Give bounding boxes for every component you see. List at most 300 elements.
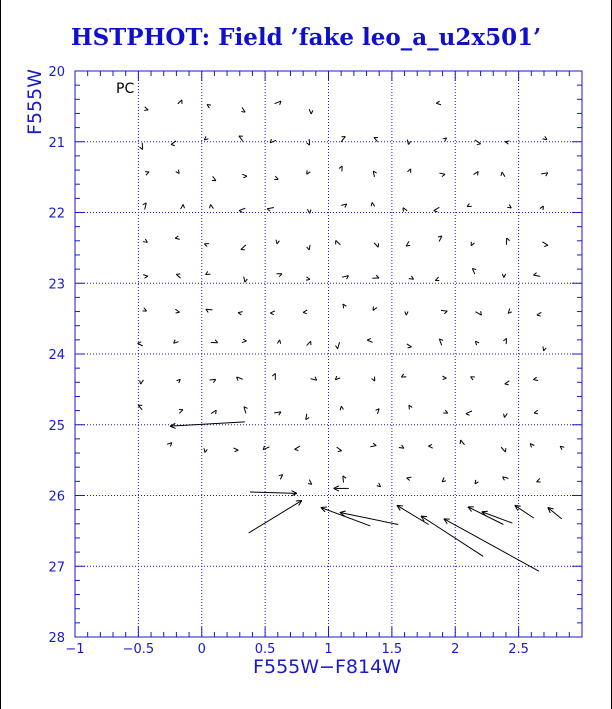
arrow-head xyxy=(216,410,217,414)
arrow-vector xyxy=(311,377,317,381)
arrow-head xyxy=(371,202,372,206)
arrow-shaft xyxy=(178,100,182,104)
arrow-shaft xyxy=(303,310,307,312)
arrow-vector xyxy=(373,171,376,177)
arrow-shaft xyxy=(421,516,483,556)
arrow-head xyxy=(443,378,447,380)
arrow-head xyxy=(295,449,299,450)
arrow-vector xyxy=(373,306,377,310)
arrow-vector xyxy=(143,308,147,311)
arrow-head xyxy=(544,245,548,246)
arrow-vector xyxy=(144,107,148,111)
arrow-vector xyxy=(435,277,439,281)
arrow-vector xyxy=(211,340,218,343)
arrow-head xyxy=(311,110,313,114)
arrow-vector xyxy=(502,274,505,278)
arrow-vector xyxy=(238,312,243,315)
arrow-shaft xyxy=(407,139,408,144)
arrow-vector xyxy=(530,444,534,448)
arrow-head xyxy=(280,340,281,344)
arrow-shaft xyxy=(270,311,275,313)
x-tick-label: 2.5 xyxy=(508,642,529,657)
arrow-head xyxy=(434,211,438,212)
arrow-vector xyxy=(307,209,311,213)
arrow-shaft xyxy=(534,410,538,413)
arrow-vector xyxy=(167,443,172,447)
arrow-shaft xyxy=(374,243,378,248)
arrow-shaft xyxy=(537,478,540,481)
arrow-vector xyxy=(204,136,208,140)
arrow-vector xyxy=(308,480,312,485)
arrow-shaft xyxy=(341,137,345,142)
arrow-head xyxy=(338,451,342,452)
arrow-vector xyxy=(543,136,547,139)
arrow-shaft xyxy=(337,447,342,451)
y-tick-label: 26 xyxy=(48,489,65,505)
arrow-vector xyxy=(508,309,512,314)
long-arrows xyxy=(170,422,562,571)
arrow-head xyxy=(428,445,432,447)
arrow-head xyxy=(235,450,239,452)
arrow-vector xyxy=(174,340,179,344)
arrow-head xyxy=(176,312,180,313)
arrow-vector xyxy=(175,236,180,239)
arrow-vector xyxy=(501,447,506,452)
y-axis-title: F555W xyxy=(24,69,46,135)
arrow-head xyxy=(171,145,175,146)
arrow-vector xyxy=(343,304,346,308)
arrow-shaft xyxy=(374,137,378,141)
arrow-vector xyxy=(239,136,243,141)
arrow-vector xyxy=(372,275,379,278)
arrow-vector xyxy=(438,236,442,242)
arrow-shaft xyxy=(501,447,505,452)
arrow-shaft xyxy=(370,446,376,447)
arrow-head xyxy=(340,511,346,512)
arrow-vector xyxy=(210,204,214,208)
arrow-vector xyxy=(140,380,144,384)
arrow-head xyxy=(175,236,178,238)
error-arrow xyxy=(548,508,562,519)
arrow-head xyxy=(477,144,481,145)
y-tick-label: 24 xyxy=(48,348,65,363)
arrow-vector xyxy=(442,478,446,482)
arrow-vector xyxy=(177,379,181,383)
arrow-vector xyxy=(428,445,432,449)
arrow-vector xyxy=(471,242,474,246)
arrow-vector xyxy=(377,483,381,487)
arrow-head xyxy=(170,426,176,428)
arrow-head xyxy=(205,449,207,452)
arrow-shaft xyxy=(249,500,302,533)
arrow-head xyxy=(238,313,241,315)
arrow-vector xyxy=(367,338,372,342)
arrow-shaft xyxy=(543,346,544,350)
arrow-vector xyxy=(540,206,543,210)
arrow-vector xyxy=(335,342,339,349)
arrow-head xyxy=(466,414,470,416)
arrow-shaft xyxy=(407,477,412,478)
arrow-shaft xyxy=(145,107,149,110)
arrow-head xyxy=(405,312,407,316)
arrow-head xyxy=(210,204,211,208)
arrow-vector xyxy=(339,166,342,171)
arrow-vector xyxy=(474,171,479,175)
arrow-vector xyxy=(505,381,510,385)
arrow-vector xyxy=(472,268,476,274)
y-tick-label: 23 xyxy=(48,277,65,293)
arrow-vector xyxy=(460,440,464,445)
arrow-vector xyxy=(408,169,411,173)
arrow-vector xyxy=(443,410,448,413)
arrow-vector xyxy=(175,309,179,313)
arrow-shaft xyxy=(176,274,180,278)
arrow-vector xyxy=(212,176,216,180)
arrow-vector xyxy=(337,447,342,451)
arrow-vector xyxy=(372,377,375,381)
arrow-vector xyxy=(277,340,280,344)
arrow-head xyxy=(460,440,461,444)
arrow-vector xyxy=(138,342,143,346)
panel-label: PC xyxy=(116,81,135,97)
arrow-vector xyxy=(537,312,541,316)
arrow-head xyxy=(504,414,505,418)
arrow-vector xyxy=(371,202,375,206)
arrow-vector xyxy=(501,172,505,177)
arrow-shaft xyxy=(181,204,184,209)
arrow-vector xyxy=(503,338,506,344)
arrow-vector xyxy=(475,311,481,315)
arrow-head xyxy=(367,338,371,340)
arrow-vector xyxy=(139,143,142,150)
arrow-vector xyxy=(276,240,279,244)
grid-lines xyxy=(75,71,582,637)
arrow-head xyxy=(397,505,403,506)
arrow-vector xyxy=(204,448,207,452)
arrow-vector xyxy=(407,139,410,144)
arrow-vector xyxy=(233,448,238,452)
arrow-vector xyxy=(241,245,246,250)
arrow-vector xyxy=(541,173,548,176)
arrow-shaft xyxy=(505,381,510,384)
arrow-shaft xyxy=(210,204,213,208)
arrow-vector xyxy=(341,137,345,142)
arrow-vector xyxy=(439,173,445,177)
arrow-vector xyxy=(475,140,481,145)
arrow-shaft xyxy=(533,380,538,381)
arrow-vector xyxy=(341,204,346,208)
arrow-shaft xyxy=(239,136,243,141)
arrow-vector xyxy=(533,273,540,277)
arrow-shaft xyxy=(436,103,441,104)
arrow-vector xyxy=(275,101,281,105)
arrow-vector xyxy=(467,203,472,206)
arrow-vector xyxy=(504,414,508,418)
arrow-vector xyxy=(263,446,269,450)
arrow-vector xyxy=(178,100,182,104)
arrow-head xyxy=(321,507,327,508)
x-tick-label: 1 xyxy=(324,642,333,657)
arrow-vector xyxy=(401,374,406,377)
arrow-vector xyxy=(407,344,412,348)
arrow-head xyxy=(544,348,547,351)
arrow-shaft xyxy=(502,172,505,177)
arrow-shaft xyxy=(295,446,300,449)
arrow-head xyxy=(408,347,412,348)
arrow-vector xyxy=(145,172,149,176)
arrow-vector xyxy=(475,480,478,484)
arrow-shaft xyxy=(307,341,311,345)
arrow-vector xyxy=(406,241,410,246)
arrow-shaft xyxy=(242,174,247,176)
arrow-shaft xyxy=(442,376,446,378)
arrow-vector xyxy=(143,239,147,242)
arrow-vector xyxy=(405,311,408,315)
x-tick-label: 2 xyxy=(451,642,460,657)
axes xyxy=(48,65,582,657)
arrow-vector xyxy=(237,377,243,381)
arrow-vector xyxy=(207,105,211,109)
arrow-vector xyxy=(466,411,472,415)
y-tick-label: 28 xyxy=(48,631,65,646)
error-arrow xyxy=(321,507,370,526)
arrow-vector xyxy=(441,310,447,313)
arrow-head xyxy=(335,346,337,349)
arrow-shaft xyxy=(242,341,246,342)
arrow-head xyxy=(303,312,307,313)
arrow-head xyxy=(310,210,311,214)
arrow-vector xyxy=(244,277,248,283)
arrow-head xyxy=(140,380,141,384)
arrow-vector xyxy=(309,109,313,114)
arrow-vector xyxy=(505,141,509,144)
arrow-head xyxy=(270,313,274,315)
y-tick-label: 27 xyxy=(48,560,65,576)
arrow-head xyxy=(138,342,142,343)
arrow-vector xyxy=(242,174,247,178)
arrow-shaft xyxy=(439,173,445,174)
arrow-head xyxy=(537,315,541,316)
arrow-vector xyxy=(242,339,246,342)
arrow-vector xyxy=(434,207,440,212)
arrow-vector xyxy=(503,477,509,481)
arrow-vector xyxy=(267,207,274,211)
arrow-head xyxy=(533,273,536,275)
arrow-head xyxy=(502,274,503,278)
arrow-vector xyxy=(206,309,213,312)
arrow-vector xyxy=(506,238,509,245)
arrow-shaft xyxy=(475,140,481,144)
error-arrow xyxy=(249,500,302,533)
arrow-vector xyxy=(295,446,300,450)
arrow-shaft xyxy=(309,109,311,114)
arrow-shaft xyxy=(170,422,245,426)
arrow-shaft xyxy=(444,519,539,571)
arrow-vector xyxy=(560,446,564,450)
arrow-vector xyxy=(176,170,180,174)
arrow-shaft xyxy=(397,505,429,524)
arrow-vector xyxy=(537,478,541,482)
arrow-head xyxy=(145,276,148,278)
arrow-vector xyxy=(399,445,404,448)
arrow-vector xyxy=(307,245,310,250)
arrow-shaft xyxy=(504,414,507,418)
arrow-vector xyxy=(533,377,538,380)
arrow-shaft xyxy=(146,172,149,175)
arrow-shaft xyxy=(241,245,246,250)
arrow-head xyxy=(436,101,439,103)
arrow-vector xyxy=(244,407,248,414)
y-tick-label: 22 xyxy=(48,206,65,222)
arrow-vector xyxy=(534,410,538,414)
arrow-head xyxy=(482,511,488,512)
arrow-vector xyxy=(335,376,340,380)
arrow-shaft xyxy=(239,208,245,210)
arrow-shaft xyxy=(372,202,375,206)
arrow-shaft xyxy=(441,310,447,311)
arrow-shaft xyxy=(340,512,398,524)
arrow-head xyxy=(373,443,376,445)
arrow-shaft xyxy=(537,312,541,315)
arrow-vector xyxy=(306,277,310,280)
arrow-shaft xyxy=(267,207,274,208)
arrow-vector xyxy=(143,203,147,210)
arrow-vector xyxy=(439,339,443,345)
arrow-vector xyxy=(442,376,446,379)
arrow-vector xyxy=(274,176,278,179)
arrow-shaft xyxy=(336,240,341,244)
arrow-vector xyxy=(179,409,183,413)
arrow-head xyxy=(341,406,343,409)
arrow-vector xyxy=(276,274,281,277)
x-tick-label: −1 xyxy=(65,642,85,657)
arrow-vector xyxy=(306,414,309,420)
arrow-vector xyxy=(210,379,216,382)
arrow-vector xyxy=(307,341,311,345)
arrow-shaft xyxy=(435,277,438,281)
arrow-head xyxy=(533,377,536,379)
arrow-shaft xyxy=(515,505,534,518)
arrow-vector xyxy=(507,205,511,208)
arrow-vector xyxy=(409,405,412,409)
arrow-vector xyxy=(274,412,281,415)
arrow-vector xyxy=(303,310,307,314)
arrow-shaft xyxy=(434,207,440,210)
arrow-vector xyxy=(206,271,211,274)
y-tick-label: 25 xyxy=(48,418,65,434)
arrow-shaft xyxy=(461,440,465,445)
arrow-head xyxy=(307,247,310,250)
arrow-head xyxy=(243,176,247,178)
arrow-vector xyxy=(403,208,407,212)
arrow-shaft xyxy=(542,242,548,245)
arrow-shaft xyxy=(533,275,540,276)
error-arrow xyxy=(444,519,539,571)
arrow-head xyxy=(478,171,479,175)
arrow-shaft xyxy=(141,380,144,384)
arrow-head xyxy=(243,339,246,341)
arrow-vector xyxy=(270,311,275,315)
x-tick-label: 0.5 xyxy=(254,642,276,657)
error-arrow xyxy=(397,505,429,524)
arrow-head xyxy=(442,174,445,176)
arrow-shaft xyxy=(179,410,183,414)
arrow-head xyxy=(444,311,447,314)
arrow-shaft xyxy=(309,245,310,250)
arrow-head xyxy=(241,112,245,113)
arrow-vector xyxy=(543,346,546,350)
arrow-vector xyxy=(471,377,475,380)
arrow-vector xyxy=(409,276,414,279)
arrow-vector xyxy=(407,477,412,480)
arrow-head xyxy=(501,172,502,176)
arrow-shaft xyxy=(233,448,238,450)
x-tick-label: −0.5 xyxy=(122,642,155,657)
error-arrow xyxy=(421,516,483,556)
arrow-head xyxy=(505,384,509,385)
arrow-shaft xyxy=(244,277,245,283)
arrow-vector xyxy=(176,274,180,278)
arrow-vector xyxy=(211,410,216,414)
arrow-head xyxy=(267,209,270,211)
arrow-vector xyxy=(340,406,343,410)
arrow-shaft xyxy=(407,344,412,347)
x-axis-title: F555W−F814W xyxy=(253,656,401,678)
arrow-head xyxy=(277,241,279,244)
arrow-vector xyxy=(272,373,275,380)
arrow-vector xyxy=(374,243,379,248)
x-tick-label: 0 xyxy=(197,642,206,657)
error-arrow xyxy=(334,486,349,491)
arrow-shaft xyxy=(367,340,372,342)
y-tick-label: 20 xyxy=(48,65,65,80)
arrow-head xyxy=(534,413,538,414)
arrow-shaft xyxy=(250,492,297,493)
arrow-head xyxy=(183,204,184,208)
arrow-shaft xyxy=(466,411,472,414)
arrow-vector xyxy=(241,107,245,112)
arrow-shaft xyxy=(428,446,432,448)
arrow-vector xyxy=(443,138,447,142)
arrow-shaft xyxy=(143,275,148,277)
arrow-vector xyxy=(343,476,346,483)
x-tick-label: 1.5 xyxy=(381,642,403,657)
arrow-vector xyxy=(239,208,245,212)
arrow-vector xyxy=(376,409,380,414)
arrow-vector xyxy=(342,276,348,280)
arrow-vector xyxy=(370,443,376,447)
arrow-shaft xyxy=(175,309,179,312)
arrow-vector xyxy=(181,204,185,209)
arrow-head xyxy=(407,478,410,480)
error-arrow xyxy=(515,505,534,518)
arrow-head xyxy=(245,279,247,282)
arrow-shaft xyxy=(307,209,309,213)
arrow-vector xyxy=(436,101,441,105)
arrow-shaft xyxy=(238,312,243,313)
arrow-shaft xyxy=(338,342,340,349)
arrow-vector xyxy=(279,475,283,480)
arrow-vector xyxy=(204,244,209,247)
y-tick-label: 21 xyxy=(48,135,65,151)
arrow-vector xyxy=(143,275,148,279)
arrow-vector xyxy=(475,341,479,345)
arrow-vector xyxy=(307,170,311,174)
chart-title: HSTPHOT: Field ’fake leo_a_u2x501’ xyxy=(70,24,542,51)
arrow-vector xyxy=(542,242,548,247)
arrow-head xyxy=(207,105,211,106)
arrow-shaft xyxy=(175,238,180,239)
